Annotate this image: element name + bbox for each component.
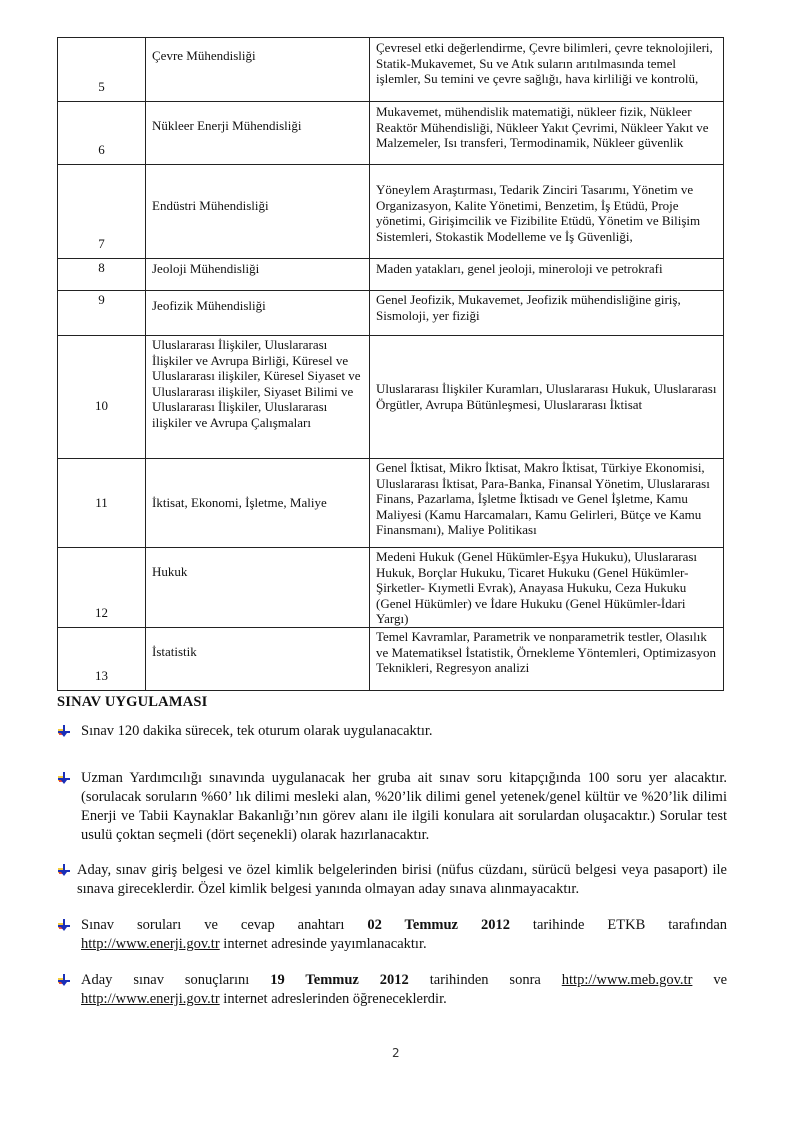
- bullet-answer-key: [57, 916, 727, 954]
- department-text: Hukuk: [152, 564, 188, 579]
- results-prefix: Aday sınav sonuçlarını: [81, 972, 250, 988]
- bullet-results: [57, 971, 727, 1009]
- bullet-questions: [57, 769, 727, 845]
- bullet-documents: [57, 861, 727, 899]
- department-text: Jeofizik Mühendisliği: [152, 298, 266, 313]
- topics: [370, 291, 724, 336]
- department: [146, 548, 370, 628]
- topics: [370, 165, 724, 259]
- table-row: [58, 165, 724, 259]
- department: [146, 291, 370, 336]
- department: [146, 38, 370, 102]
- department-text: İktisat, Ekonomi, İşletme, Maliye: [152, 495, 327, 511]
- department: [146, 259, 370, 291]
- row-number: 9: [58, 291, 146, 336]
- arrow-down-bullet-icon: [57, 771, 71, 785]
- answer-key-suffix: internet adresinde yayımlanacaktır.: [223, 936, 427, 952]
- topics-text: Genel İktisat, Mikro İktisat, Makro İktisat, Türkiye Ekonomisi, Uluslararası İktisat, Para-Banka, Finansal Yönetim, Uluslararası Finans, Pazarlama, İşletme İktisadı ve Genel İşletme, Kamu Maliyesi (Kamu Harcamaları, Kamu Gelirleri, Bütçe ve Kamu Finansmanı), Maliye Politikası: [376, 460, 710, 538]
- row-number: 13: [58, 627, 146, 690]
- table-row: [58, 548, 724, 628]
- enerji-link[interactable]: http://www.enerji.gov.tr: [81, 936, 220, 952]
- table-row: [58, 459, 724, 548]
- topics-text: Genel Jeofizik, Mukavemet, Jeofizik mühendisliğine giriş, Sismoloji, yer fiziği: [376, 292, 681, 323]
- department: [146, 459, 370, 548]
- results-middle: tarihinden sonra: [429, 972, 541, 988]
- row-number: 10: [58, 336, 146, 459]
- table-row: [58, 291, 724, 336]
- table-row: [58, 627, 724, 690]
- topics-text: Yöneylem Araştırması, Tedarik Zinciri Tasarımı, Yönetim ve Organizasyon, Kalite Yönetimi, Benzetim, İş Etüdü, Proje yönetimi, Girişimcilik ve Fizibilite Etüdü, Yönetim ve Bilişim Sistemleri, Stokastik Modelleme ve İş Güvenliği,: [376, 182, 701, 244]
- department: [146, 165, 370, 259]
- row-number: 6: [58, 102, 146, 165]
- row-number: 12: [58, 548, 146, 628]
- bullet-text: Sınav 120 dakika sürecek, tek oturum olarak uygulanacaktır.: [81, 723, 433, 739]
- topics: [370, 627, 724, 690]
- answer-key-middle: tarihinde ETKB tarafından: [532, 917, 728, 933]
- row-number: 7: [58, 165, 146, 259]
- arrow-down-bullet-icon: [57, 973, 71, 987]
- results-suffix: internet adreslerinden öğreneceklerdir.: [223, 991, 447, 1007]
- topics-text: Maden yatakları, genel jeoloji, mineroloji ve petrokrafi: [376, 261, 663, 276]
- department: [146, 102, 370, 165]
- department-text: Çevre Mühendisliği: [152, 48, 256, 63]
- bullet-duration: [57, 722, 727, 741]
- bullet-text: [57, 971, 727, 1009]
- bullet-text: Uzman Yardımcılığı sınavında uygulanacak her gruba ait sınav soru kitapçığında 100 soru yer alacaktır. (sorulacak soruların %60’ lık dilimi mesleki alan, %20’lik dilimi genel yetenek/genel kültür ve %20’lik dilimi Enerji ve Tabii Kaynaklar Bakanlığı’nın görev alanı ile ilgili konulara ait sorulardan oluşacaktır.) Sorular test usulü çoktan seçmeli (dört seçenekli) olarak hazırlanacaktır.: [81, 770, 727, 843]
- topics-text: Çevresel etki değerlendirme, Çevre bilimleri, çevre teknolojileri, Statik-Mukavemet, Su ve Atık suların arıtılmasında temel işlemler, Su temini ve çevre sağlığı, hava kirliliği ve kontrolü,: [376, 40, 713, 87]
- table-row: [58, 102, 724, 165]
- department: [146, 627, 370, 690]
- table-row: [58, 336, 724, 459]
- topics: [370, 102, 724, 165]
- arrow-down-bullet-icon: [57, 863, 71, 877]
- meb-link[interactable]: http://www.meb.gov.tr: [561, 972, 693, 988]
- department-text: Jeoloji Mühendisliği: [152, 261, 260, 276]
- table-row: [58, 259, 724, 291]
- answer-key-prefix: Sınav soruları ve cevap anahtarı: [81, 917, 345, 933]
- page-number: 2: [392, 1046, 400, 1060]
- row-number: 11: [58, 459, 146, 548]
- department-text: Uluslararası İlişkiler, Uluslararası İlişkiler ve Avrupa Birliği, Küresel ve Uluslararası ilişkiler, Küresel Siyaset ve Uluslararası ilişkiler, Siyaset Bilimi ve Uluslararası İlişkiler, Uluslararası ilişkiler ve Avrupa Çalışmaları: [152, 337, 361, 430]
- arrow-down-bullet-icon: [57, 724, 71, 738]
- answer-key-date: 02 Temmuz 2012: [367, 917, 510, 933]
- topics-text: Uluslararası İlişkiler Kuramları, Uluslararası Hukuk, Uluslararası Örgütler, Avrupa Bütünleşmesi, Uluslararası İktisat: [376, 381, 717, 412]
- section-heading: SINAV UYGULAMASI: [57, 694, 208, 710]
- department-text: Endüstri Mühendisliği: [152, 198, 269, 213]
- row-number: 5: [58, 38, 146, 102]
- subject-table: [57, 37, 724, 691]
- topics: [370, 336, 724, 459]
- topics: [370, 459, 724, 548]
- results-date: 19 Temmuz 2012: [270, 972, 409, 988]
- topics: [370, 259, 724, 291]
- topics-text: Medeni Hukuk (Genel Hükümler-Eşya Hukuku), Uluslararası Hukuk, Borçlar Hukuku, Ticaret Hukuku (Genel Hükümler-Şirketler- Kıymetli Evrak), Anayasa Hukuku, Ceza Hukuku (Genel Hükümler) ve İdare Hukuku (Genel Hükümler-İdari Yargı): [376, 549, 698, 627]
- topics: [370, 548, 724, 628]
- bullet-text: Aday, sınav giriş belgesi ve özel kimlik belgelerinden birisi (nüfus cüzdanı, sürücü belgesi veya pasaport) ile sınava gireceklerdir. Özel kimlik belgesi yanında olmayan aday sınava alınmayacaktır.: [77, 862, 727, 897]
- bullet-text: [57, 916, 727, 954]
- topics-text: Mukavemet, mühendislik matematiği, nükleer fizik, Nükleer Reaktör Mühendisliği, Nükleer Yakıt Çevrimi, Nükleer Yakıt ve Malzemeler, Isı transferi, Termodinamik, Nükleer güvenlik: [376, 104, 709, 151]
- row-number: 8: [58, 259, 146, 291]
- results-conj: ve: [713, 972, 728, 988]
- department-text: Nükleer Enerji Mühendisliği: [152, 118, 302, 133]
- topics: [370, 38, 724, 102]
- topics-text: Temel Kavramlar, Parametrik ve nonparametrik testler, Olasılık ve Matematiksel İstatistik, Örnekleme Yöntemleri, Optimizasyon Teknikleri, Regresyon analizi: [376, 628, 716, 676]
- table-row: [58, 38, 724, 102]
- enerji-link[interactable]: http://www.enerji.gov.tr: [81, 991, 220, 1007]
- department: [146, 336, 370, 459]
- arrow-down-bullet-icon: [57, 918, 71, 932]
- department-text: İstatistik: [152, 643, 197, 659]
